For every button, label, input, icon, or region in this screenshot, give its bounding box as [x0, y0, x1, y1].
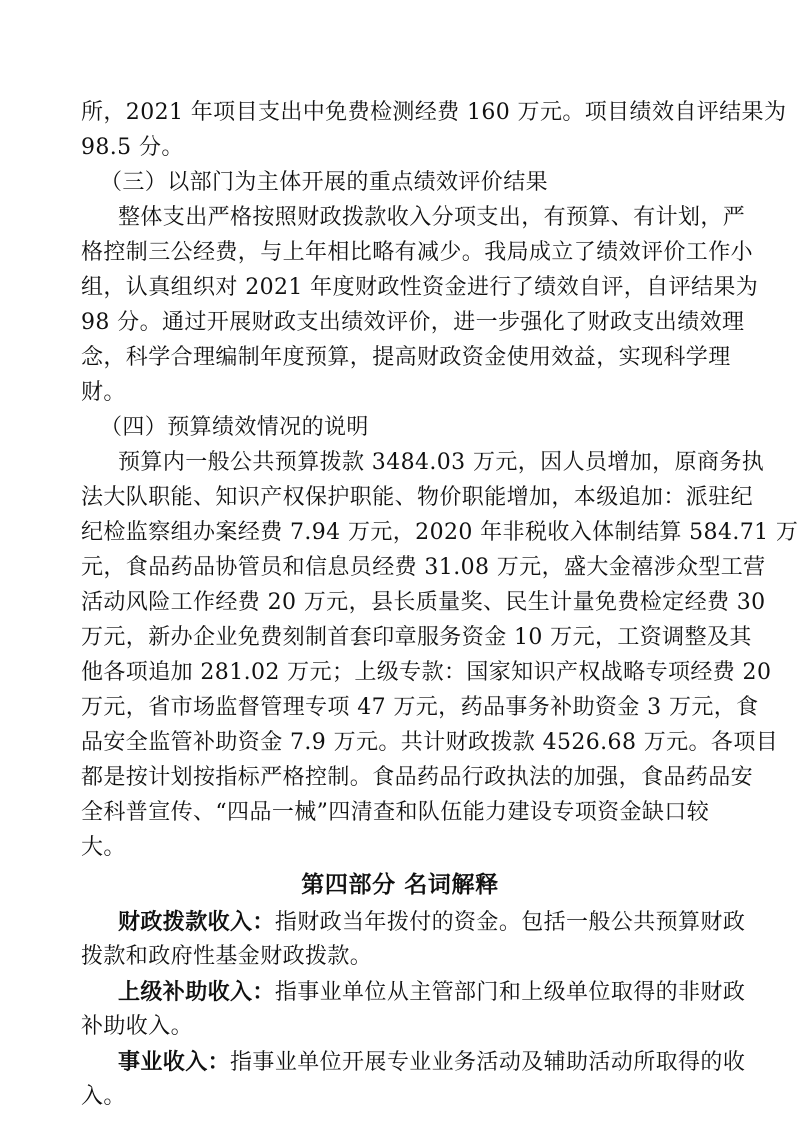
text-line: 法大队职能、知识产权保护职能、物价职能增加，本级追加：派驻纪 — [81, 485, 754, 510]
text-line: 万元，省市场监督管理专项 47 万元，药品事务补助资金 3 万元，食 — [81, 695, 759, 720]
text-line: 拨款和政府性基金财政拨款。 — [81, 944, 373, 969]
text-line: 组，认真组织对 2021 年度财政性资金进行了绩效自评，自评结果为 — [81, 275, 759, 300]
section-heading-4: （四）预算绩效情况的说明 — [100, 415, 369, 440]
text-line: 财。 — [81, 380, 126, 405]
text-line: 98 分。通过开展财政支出绩效评价，进一步强化了财政支出绩效理 — [81, 310, 745, 335]
text-line: 都是按计划按指标严格控制。食品药品行政执法的加强，食品药品安 — [81, 765, 754, 790]
term-definition-line — [118, 905, 746, 940]
text-line: 格控制三公经费，与上年相比略有减少。我局成立了绩效评价工作小 — [81, 240, 754, 265]
text-line: 活动风险工作经费 20 万元，县长质量奖、民生计量免费检定经费 30 — [81, 590, 766, 615]
section-4-title: 第四部分 名词解释 — [301, 871, 499, 898]
text-line: 预算内一般公共预算拨款 3484.03 万元，因人员增加，原商务执 — [118, 450, 765, 475]
text-line: 98.5 分。 — [81, 135, 184, 160]
term-text: 指事业单位开展专业业务活动及辅助活动所取得的收 — [230, 1050, 746, 1075]
text-line: 他各项追加 281.02 万元；上级专款：国家知识产权战略专项经费 20 — [81, 660, 772, 685]
term-name: 财政拨款收入： — [118, 909, 275, 935]
text-line: 大。 — [81, 835, 126, 860]
text-line: 全科普宣传、“四品一械”四清查和队伍能力建设专项资金缺口较 — [81, 800, 710, 825]
text-line: 补助收入。 — [81, 1014, 194, 1039]
term-text: 指财政当年拨付的资金。包括一般公共预算财政 — [274, 910, 746, 935]
text-line: 品安全监管补助资金 7.9 万元。共计财政拨款 4526.68 万元。各项目 — [81, 730, 779, 755]
term-definition-line — [118, 1045, 746, 1080]
text-line: 入。 — [81, 1084, 126, 1109]
text-line: 整体支出严格按照财政拨款收入分项支出，有预算、有计划，严 — [118, 205, 746, 230]
text-line: 所，2021 年项目支出中免费检测经费 160 万元。项目绩效自评结果为 — [81, 100, 787, 125]
section-heading-3: （三）以部门为主体开展的重点绩效评价结果 — [100, 170, 549, 195]
term-name: 事业收入： — [118, 1049, 231, 1075]
text-line: 念，科学合理编制年度预算，提高财政资金使用效益，实现科学理 — [81, 345, 731, 370]
text-line: 万元，新办企业免费刻制首套印章服务资金 10 万元，工资调整及其 — [81, 625, 752, 650]
term-definition-line — [118, 975, 746, 1010]
term-name: 上级补助收入： — [118, 979, 275, 1005]
term-text: 指事业单位从主管部门和上级单位取得的非财政 — [274, 980, 746, 1005]
text-line: 元，食品药品协管员和信息员经费 31.08 万元，盛大金禧涉众型工营 — [81, 555, 766, 580]
text-line: 纪检监察组办案经费 7.94 万元，2020 年非税收入体制结算 584.71 万 — [81, 520, 799, 545]
